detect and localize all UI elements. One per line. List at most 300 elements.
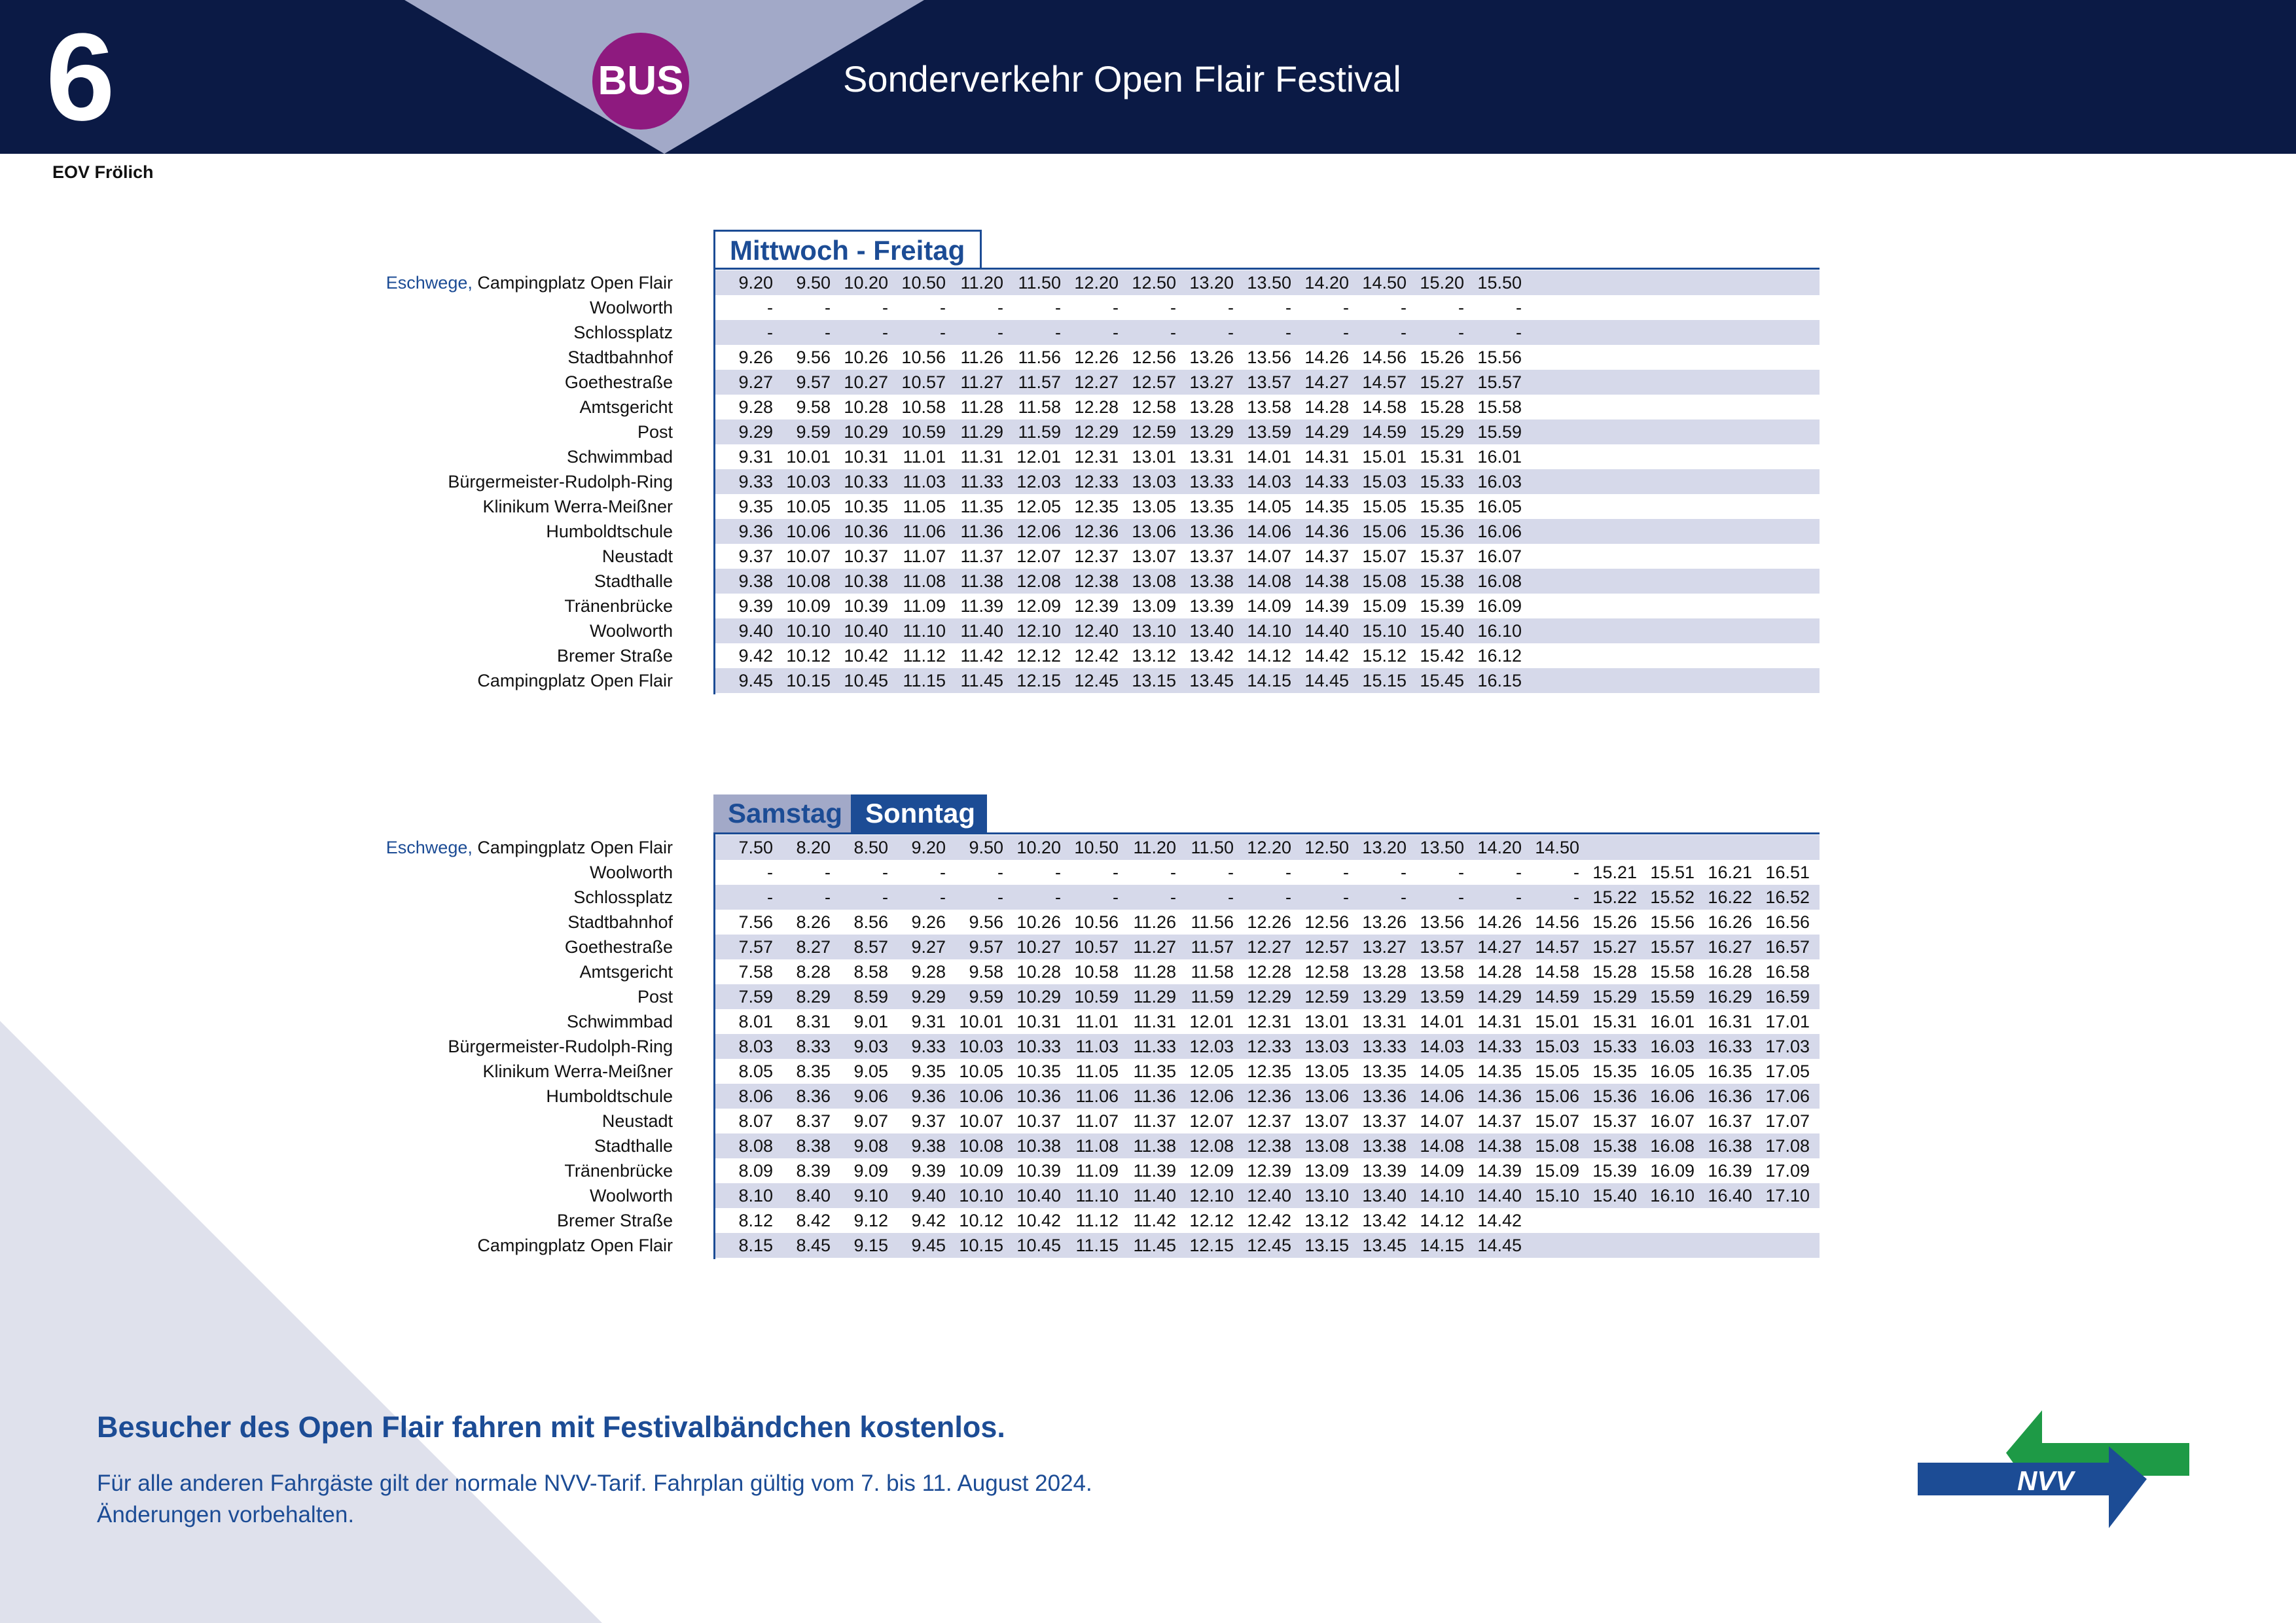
departure-time: 10.27 (1016, 937, 1061, 957)
departure-time: - (825, 887, 831, 907)
departure-time: 16.58 (1765, 962, 1810, 982)
departure-time: 13.12 (1304, 1211, 1349, 1230)
departure-time: 10.57 (901, 372, 946, 392)
departure-time: 9.06 (853, 1086, 888, 1106)
departure-time: 16.38 (1708, 1136, 1752, 1156)
departure-time: 13.15 (1304, 1236, 1349, 1255)
departure-time: 15.29 (1420, 422, 1464, 442)
departure-time: 9.27 (911, 937, 946, 957)
departure-time: 14.59 (1362, 422, 1407, 442)
departure-time: 14.42 (1304, 646, 1349, 666)
departure-time: 14.58 (1362, 397, 1407, 417)
departure-time: 12.09 (1189, 1161, 1234, 1181)
departure-time: 16.37 (1708, 1111, 1752, 1131)
departure-time: 14.45 (1477, 1236, 1522, 1255)
departure-time: 9.40 (911, 1186, 946, 1205)
departure-time: 14.50 (1535, 838, 1579, 857)
departure-time: 12.37 (1074, 546, 1119, 566)
departure-time: 12.58 (1132, 397, 1176, 417)
departure-time: - (825, 863, 831, 882)
departure-time: - (1285, 298, 1291, 317)
departure-time: - (1516, 298, 1522, 317)
table-row (715, 668, 1820, 693)
departure-time: 17.10 (1765, 1186, 1810, 1205)
departure-time: 14.07 (1420, 1111, 1464, 1131)
stop-name (0, 544, 673, 569)
stop-label: Neustadt (601, 546, 673, 566)
departure-time: 16.22 (1708, 887, 1752, 907)
departure-time: 15.45 (1420, 671, 1464, 690)
stop-name (0, 1109, 673, 1133)
nvv-logo (1918, 1410, 2193, 1528)
departure-time: 11.12 (903, 646, 946, 666)
departure-time: 15.59 (1650, 987, 1695, 1007)
departure-time: 7.57 (738, 937, 773, 957)
departure-time: 10.07 (959, 1111, 1003, 1131)
departure-time: 13.39 (1362, 1161, 1407, 1181)
table-row (715, 984, 1820, 1009)
stop-name (0, 444, 673, 469)
departure-time: 10.36 (1016, 1086, 1061, 1106)
departure-time: 8.28 (796, 962, 831, 982)
table-row (715, 1009, 1820, 1034)
stop-name (0, 494, 673, 519)
departure-time: 15.33 (1592, 1037, 1637, 1056)
departure-time: - (882, 887, 888, 907)
departure-time: 13.10 (1132, 621, 1176, 641)
departure-time: 13.45 (1189, 671, 1234, 690)
departure-time: 15.08 (1362, 571, 1407, 591)
departure-time: 15.36 (1420, 522, 1464, 541)
departure-time: 13.56 (1420, 912, 1464, 932)
departure-time: 10.40 (844, 621, 888, 641)
departure-time: 15.38 (1420, 571, 1464, 591)
departure-time: 15.56 (1650, 912, 1695, 932)
departure-time: 12.26 (1247, 912, 1291, 932)
table-row (715, 295, 1820, 320)
departure-time: 9.08 (853, 1136, 888, 1156)
departure-time: 16.21 (1708, 863, 1752, 882)
departure-time: 10.20 (1016, 838, 1061, 857)
departure-time: 9.56 (796, 348, 831, 367)
departure-time: 12.31 (1074, 447, 1119, 467)
departure-time: 15.27 (1592, 937, 1637, 957)
departure-time: 10.10 (786, 621, 831, 641)
departure-time: 14.45 (1304, 671, 1349, 690)
departure-time: 11.40 (1133, 1186, 1176, 1205)
stop-name (0, 270, 673, 295)
departure-time: 14.37 (1477, 1111, 1522, 1131)
departure-time: 13.40 (1189, 621, 1234, 641)
departure-time: 12.59 (1132, 422, 1176, 442)
departure-time: 10.50 (901, 273, 946, 293)
stop-name (0, 835, 673, 860)
departure-time: 9.26 (911, 912, 946, 932)
departure-time: 14.03 (1420, 1037, 1464, 1056)
stop-label: Bürgermeister-Rudolph-Ring (448, 1037, 673, 1056)
departure-time: 13.07 (1304, 1111, 1349, 1131)
stop-list (0, 835, 673, 1258)
departure-time: 15.31 (1592, 1012, 1637, 1031)
departure-time: - (1113, 887, 1119, 907)
departure-time: 15.56 (1477, 348, 1522, 367)
departure-time: 13.27 (1362, 937, 1407, 957)
departure-time (1752, 835, 1810, 860)
table-row (715, 835, 1820, 860)
departure-time: - (882, 298, 888, 317)
departure-time: 16.57 (1765, 937, 1810, 957)
departure-time (1637, 1233, 1695, 1258)
departure-time: 12.03 (1189, 1037, 1234, 1056)
departure-time: 11.50 (1191, 838, 1234, 857)
departure-time (1695, 1208, 1752, 1233)
departure-time: 14.35 (1477, 1061, 1522, 1081)
departure-time: 12.36 (1247, 1086, 1291, 1106)
stop-name (0, 594, 673, 618)
departure-time: 9.20 (738, 273, 773, 293)
departure-time: 11.31 (1133, 1012, 1176, 1031)
departure-time: 12.07 (1189, 1111, 1234, 1131)
stop-name (0, 519, 673, 544)
departure-time: 11.58 (1191, 962, 1234, 982)
departure-time: 14.10 (1247, 621, 1291, 641)
departure-time: 10.57 (1074, 937, 1119, 957)
departure-time: 12.38 (1247, 1136, 1291, 1156)
departure-time: 8.50 (853, 838, 888, 857)
stop-label: Tränenbrücke (564, 596, 673, 616)
departure-time: 14.38 (1304, 571, 1349, 591)
departure-time: 12.50 (1132, 273, 1176, 293)
departure-time: 14.42 (1477, 1211, 1522, 1230)
table-row (715, 1233, 1820, 1258)
departure-time: 11.03 (903, 472, 946, 491)
departure-time: 9.37 (738, 546, 773, 566)
departure-time: - (1401, 863, 1407, 882)
departure-time: 15.15 (1362, 671, 1407, 690)
departure-time: 9.28 (738, 397, 773, 417)
departure-time: 9.58 (969, 962, 1003, 982)
departure-time: 14.37 (1304, 546, 1349, 566)
departure-time: 11.09 (1075, 1161, 1119, 1181)
departure-time: 11.56 (1018, 348, 1061, 367)
departure-time: 14.33 (1477, 1037, 1522, 1056)
departure-time: 11.01 (1075, 1012, 1119, 1031)
departure-time: 8.15 (738, 1236, 773, 1255)
departure-time: 15.40 (1420, 621, 1464, 641)
stop-label: Bremer Straße (556, 646, 673, 666)
departure-time: 16.10 (1650, 1186, 1695, 1205)
departure-time: 10.50 (1074, 838, 1119, 857)
departure-time: - (940, 863, 946, 882)
departure-time: 12.12 (1016, 646, 1061, 666)
departure-time: 9.27 (738, 372, 773, 392)
departure-time: 10.56 (1074, 912, 1119, 932)
departure-time: 12.50 (1304, 838, 1349, 857)
stop-label: Campingplatz Open Flair (477, 273, 673, 293)
departure-time: 12.10 (1016, 621, 1061, 641)
departure-time: 14.31 (1304, 447, 1349, 467)
departure-time: 12.57 (1132, 372, 1176, 392)
departure-time: 15.01 (1362, 447, 1407, 467)
departure-time: 9.31 (911, 1012, 946, 1031)
departure-time: - (997, 298, 1003, 317)
table-row (715, 469, 1820, 494)
departure-time: - (1113, 863, 1119, 882)
departure-time: 10.08 (959, 1136, 1003, 1156)
day-header-sonntag: Sonntag (851, 794, 987, 832)
departure-time: 15.51 (1650, 863, 1695, 882)
stop-label: Schwimmbad (566, 1012, 673, 1031)
departure-time: 11.05 (1075, 1061, 1119, 1081)
departure-time: 14.40 (1477, 1186, 1522, 1205)
line-number: 6 (46, 8, 115, 147)
departure-time: 13.45 (1362, 1236, 1407, 1255)
departure-time: 12.26 (1074, 348, 1119, 367)
table-row (715, 444, 1820, 469)
departure-time: 12.29 (1247, 987, 1291, 1007)
departure-time: 13.37 (1362, 1111, 1407, 1131)
departure-time: - (767, 863, 773, 882)
departure-time: 11.15 (1075, 1236, 1119, 1255)
departure-time: 8.38 (796, 1136, 831, 1156)
departure-time: 12.56 (1304, 912, 1349, 932)
departure-time: 13.10 (1304, 1186, 1349, 1205)
departure-time: - (1228, 863, 1234, 882)
time-grid (715, 270, 1820, 693)
departure-time: 12.35 (1074, 497, 1119, 516)
departure-time: - (1343, 298, 1349, 317)
departure-time: 15.10 (1535, 1186, 1579, 1205)
stop-label: Humboldtschule (546, 522, 673, 541)
departure-time: 14.59 (1535, 987, 1579, 1007)
departure-time: 10.35 (1016, 1061, 1061, 1081)
departure-time: 16.10 (1477, 621, 1522, 641)
stop-name (0, 395, 673, 419)
departure-time: 13.57 (1420, 937, 1464, 957)
departure-time: 13.03 (1304, 1037, 1349, 1056)
departure-time: 16.08 (1477, 571, 1522, 591)
departure-time: 10.27 (844, 372, 888, 392)
departure-time: 13.01 (1304, 1012, 1349, 1031)
departure-time: 13.56 (1247, 348, 1291, 367)
departure-time: 15.22 (1592, 887, 1637, 907)
departure-time: - (825, 323, 831, 342)
departure-time: 16.51 (1765, 863, 1810, 882)
departure-time: 8.29 (796, 987, 831, 1007)
departure-time: 15.52 (1650, 887, 1695, 907)
departure-time: 11.15 (903, 671, 946, 690)
departure-time: - (1458, 298, 1464, 317)
departure-time: 13.59 (1420, 987, 1464, 1007)
departure-time: 16.01 (1650, 1012, 1695, 1031)
departure-time: - (1285, 887, 1291, 907)
departure-time: 13.42 (1189, 646, 1234, 666)
table-row (715, 395, 1820, 419)
departure-time: - (1285, 863, 1291, 882)
departure-time (1695, 835, 1752, 860)
departure-time: 15.05 (1362, 497, 1407, 516)
departure-time: 9.38 (911, 1136, 946, 1156)
departure-time: 13.12 (1132, 646, 1176, 666)
departure-time: - (1228, 298, 1234, 317)
departure-time: 11.28 (960, 397, 1003, 417)
departure-time: 12.36 (1074, 522, 1119, 541)
departure-time: 9.40 (738, 621, 773, 641)
departure-time: 11.37 (960, 546, 1003, 566)
departure-time: - (1055, 863, 1061, 882)
departure-time: 8.36 (796, 1086, 831, 1106)
departure-time: 10.37 (844, 546, 888, 566)
stop-name (0, 860, 673, 885)
stop-label: Woolworth (589, 1186, 673, 1205)
departure-time: 11.20 (1133, 838, 1176, 857)
departure-time: 11.06 (903, 522, 946, 541)
stop-label: Post (637, 422, 673, 442)
departure-time: 9.33 (738, 472, 773, 491)
departure-time: 8.26 (796, 912, 831, 932)
departure-time: 14.57 (1535, 937, 1579, 957)
stop-name (0, 1233, 673, 1258)
departure-time: 14.09 (1247, 596, 1291, 616)
departure-time: 11.28 (1133, 962, 1176, 982)
departure-time: 14.15 (1247, 671, 1291, 690)
departure-time: 14.31 (1477, 1012, 1522, 1031)
header-rule (713, 268, 1820, 270)
departure-time: 11.57 (1191, 937, 1234, 957)
departure-time: - (1401, 887, 1407, 907)
departure-time: 16.35 (1708, 1061, 1752, 1081)
stop-name (0, 885, 673, 910)
departure-time: 9.31 (738, 447, 773, 467)
stop-name (0, 1059, 673, 1084)
departure-time: 10.37 (1016, 1111, 1061, 1131)
departure-time: 12.20 (1074, 273, 1119, 293)
table-row (715, 419, 1820, 444)
departure-time: 14.38 (1477, 1136, 1522, 1156)
departure-time: 14.28 (1477, 962, 1522, 982)
departure-time: 11.20 (960, 273, 1003, 293)
table-row (715, 643, 1820, 668)
departure-time: 9.59 (969, 987, 1003, 1007)
departure-time: 11.57 (1018, 372, 1061, 392)
departure-time (1579, 1208, 1637, 1233)
tariff-note-line-1: Für alle anderen Fahrgäste gilt der normale NVV-Tarif. Fahrplan gültig vom 7. bis 11. August 2024. (97, 1471, 1092, 1496)
stop-name (0, 295, 673, 320)
departure-time: 10.26 (1016, 912, 1061, 932)
departure-time: 12.27 (1074, 372, 1119, 392)
departure-time: 10.35 (844, 497, 888, 516)
stop-label: Klinikum Werra-Meißner (482, 1061, 673, 1081)
table-row (715, 345, 1820, 370)
departure-time: 10.59 (901, 422, 946, 442)
departure-time: 16.56 (1765, 912, 1810, 932)
departure-time: 14.57 (1362, 372, 1407, 392)
departure-time: 12.45 (1247, 1236, 1291, 1255)
departure-time: 14.33 (1304, 472, 1349, 491)
departure-time: 13.06 (1304, 1086, 1349, 1106)
departure-time: 12.06 (1016, 522, 1061, 541)
departure-time: 9.12 (853, 1211, 888, 1230)
stop-name (0, 320, 673, 345)
departure-time: 13.38 (1189, 571, 1234, 591)
departure-time: 11.59 (1191, 987, 1234, 1007)
departure-time: 12.35 (1247, 1061, 1291, 1081)
stop-name (0, 1084, 673, 1109)
departure-time: 8.06 (738, 1086, 773, 1106)
departure-time: - (1170, 863, 1176, 882)
departure-time: - (767, 887, 773, 907)
departure-time: 14.26 (1304, 348, 1349, 367)
departure-time: 11.50 (1018, 273, 1061, 293)
departure-time: 12.28 (1247, 962, 1291, 982)
stop-label: Post (637, 987, 673, 1007)
departure-time: 15.06 (1362, 522, 1407, 541)
departure-time (1695, 1233, 1752, 1258)
departure-time: 9.33 (911, 1037, 946, 1056)
departure-time: - (1170, 323, 1176, 342)
departure-time: 16.07 (1650, 1111, 1695, 1131)
departure-time: 16.05 (1477, 497, 1522, 516)
departure-time: 9.09 (853, 1161, 888, 1181)
departure-time: 7.58 (738, 962, 773, 982)
departure-time: 9.38 (738, 571, 773, 591)
departure-time: 13.58 (1420, 962, 1464, 982)
departure-time (1522, 1208, 1579, 1233)
departure-time: 11.09 (903, 596, 946, 616)
day-header-samstag: Samstag (713, 794, 851, 832)
departure-time: 11.45 (1133, 1236, 1176, 1255)
departure-time: 11.45 (960, 671, 1003, 690)
departure-time: 16.15 (1477, 671, 1522, 690)
departure-time: 12.33 (1074, 472, 1119, 491)
departure-time: 8.33 (796, 1037, 831, 1056)
departure-time: 8.59 (853, 987, 888, 1007)
stop-name (0, 370, 673, 395)
departure-time: 17.03 (1765, 1037, 1810, 1056)
departure-time: - (1458, 323, 1464, 342)
departure-time: 13.59 (1247, 422, 1291, 442)
departure-time: 10.39 (1016, 1161, 1061, 1181)
departure-time: 8.42 (796, 1211, 831, 1230)
stop-name (0, 345, 673, 370)
departure-time: 15.09 (1362, 596, 1407, 616)
departure-time: 13.33 (1189, 472, 1234, 491)
departure-time: - (1228, 887, 1234, 907)
departure-time: 16.12 (1477, 646, 1522, 666)
stop-label: Woolworth (589, 863, 673, 882)
departure-time: 10.01 (959, 1012, 1003, 1031)
departure-time: 8.12 (738, 1211, 773, 1230)
departure-time: 15.28 (1592, 962, 1637, 982)
departure-time: 10.58 (1074, 962, 1119, 982)
departure-time: - (997, 887, 1003, 907)
table-row (715, 270, 1820, 295)
departure-time: 11.29 (960, 422, 1003, 442)
departure-time: 12.05 (1189, 1061, 1234, 1081)
departure-time: 8.39 (796, 1161, 831, 1181)
departure-time: 14.27 (1304, 372, 1349, 392)
departure-time: 14.39 (1304, 596, 1349, 616)
departure-time: 9.28 (911, 962, 946, 982)
departure-time: 9.57 (796, 372, 831, 392)
departure-time: 11.33 (960, 472, 1003, 491)
departure-time: 10.56 (901, 348, 946, 367)
time-grid (715, 835, 1820, 1258)
departure-time: 7.56 (738, 912, 773, 932)
departure-time: 8.56 (853, 912, 888, 932)
departure-time: - (940, 323, 946, 342)
departure-time: 16.08 (1650, 1136, 1695, 1156)
